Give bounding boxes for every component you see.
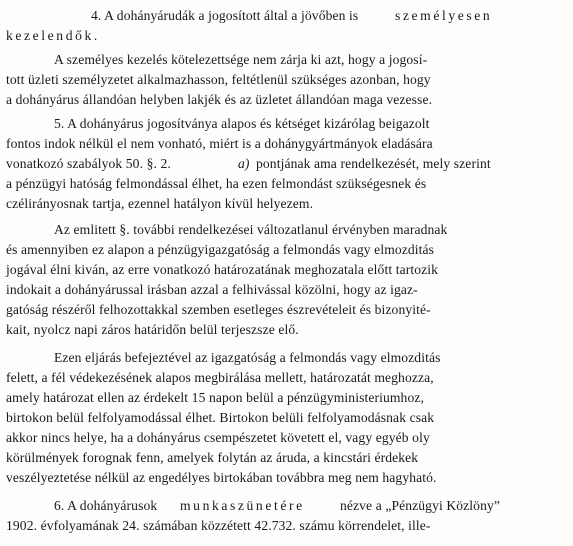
text-segment: a dohányárus állandóan helyben lakjék és az üzletet állandóan maga vezesse. [6, 92, 433, 107]
text-line [0, 174, 573, 194]
text-line [0, 194, 573, 214]
text-line [0, 154, 573, 174]
text-segment: Ezen eljárás befejeztével az igazgatóság a felmondás vagy elmozditás [54, 350, 441, 365]
text-segment-spaced: kezelendők. [6, 28, 100, 43]
text-line [0, 90, 573, 110]
text-segment: gatóság részéről felhozottakkal szemben esetleges észrevételeit és bizonyité- [6, 302, 431, 317]
text-line [0, 428, 573, 448]
text-line [0, 26, 573, 46]
text-line [0, 496, 573, 516]
text-segment: a pénzügyi hatóság felmondással élhet, ha ezen felmondást szükségesnek és [6, 176, 427, 191]
text-line [0, 50, 573, 70]
text-segment: A személyes kezelés kötelezettsége nem zárja ki azt, hogy a jogosí- [54, 52, 428, 67]
text-segment: felett, a fél védekezésének alapos megbirálása mellett, határozatát meghozza, [6, 370, 434, 385]
text-line [0, 348, 573, 368]
text-segment: veszélyeztetése nélkül az engedélyes birtokában továbbra meg nem hagyható. [6, 470, 437, 485]
text-segment: körülmények forognak fenn, amelyek folytán az áruda, a kincstári érdekek [6, 450, 419, 465]
text-line [0, 114, 573, 134]
text-segment-italic: a) [238, 156, 250, 171]
text-segment: Az emlitett §. további rendelkezései változatlanul érvényben maradnak [54, 222, 448, 237]
text-line [0, 260, 573, 280]
text-line [0, 468, 573, 488]
text-line [0, 300, 573, 320]
text-segment: 4. A dohányárudák a jogosított által a jövőben is [91, 8, 359, 23]
text-segment: 5. A dohányárus jogosítványa alapos és kétséget kizárólag beigazolt [54, 116, 430, 131]
text-line [0, 368, 573, 388]
text-segment: és amennyiben ez alapon a pénzügyigazgatóság a felmondás vagy elmozditás [6, 242, 435, 257]
text-segment: pontjának ama rendelkezését, mely szerint [256, 156, 491, 171]
text-line [0, 320, 573, 340]
text-line [0, 408, 573, 428]
text-line [0, 70, 573, 90]
text-segment: akkor nincs helye, ha a dohányárus csempészetet követett el, vagy egyéb oly [6, 430, 430, 445]
text-line [0, 220, 573, 240]
text-segment: fontos indok nélkül el nem vonható, miért is a dohánygyártmányok eladására [6, 136, 433, 151]
text-line [0, 280, 573, 300]
text-line [0, 134, 573, 154]
text-segment-spaced: személyesen [395, 8, 493, 23]
text-line [0, 388, 573, 408]
text-segment: indokait a dohányárussal irásban azzal a felhivással közölni, hogy az igaz- [6, 282, 418, 297]
text-line [0, 516, 573, 536]
text-line [0, 240, 573, 260]
text-segment: birtokon belül felfolyamodással élhet. Birtokon belüli felfolyamodásnak csak [6, 410, 435, 425]
text-line [0, 448, 573, 468]
text-segment: 1902. évfolyamának 24. számában közzétett 42.732. számu körrendelet, ille- [6, 518, 431, 533]
text-segment: 6. A dohányárusok [54, 498, 158, 513]
text-segment: nézve a „Pénzügyi Közlöny” [340, 498, 500, 513]
text-segment: kait, nyolcz napi záros határidőn belül terjeszsze elő. [6, 322, 299, 337]
text-segment-spaced: munkaszünetére [180, 498, 305, 513]
text-segment: tott üzleti személyzetet alkalmazhasson, feltétlenül szükséges azonban, hogy [6, 72, 431, 87]
text-segment: jogával élni kiván, az erre vonatkozó határozatának meghozatala előtt tartozik [6, 262, 439, 277]
text-segment: czélirányosnak tartja, ezennel hatályon kívül helyezem. [6, 196, 314, 211]
text-segment: amely határozat ellen az érdekelt 15 napon belül a pénzügyministeriumhoz, [6, 390, 424, 405]
text-segment: vonatkozó szabályok 50. §. 2. [6, 156, 171, 171]
text-line [0, 6, 573, 26]
